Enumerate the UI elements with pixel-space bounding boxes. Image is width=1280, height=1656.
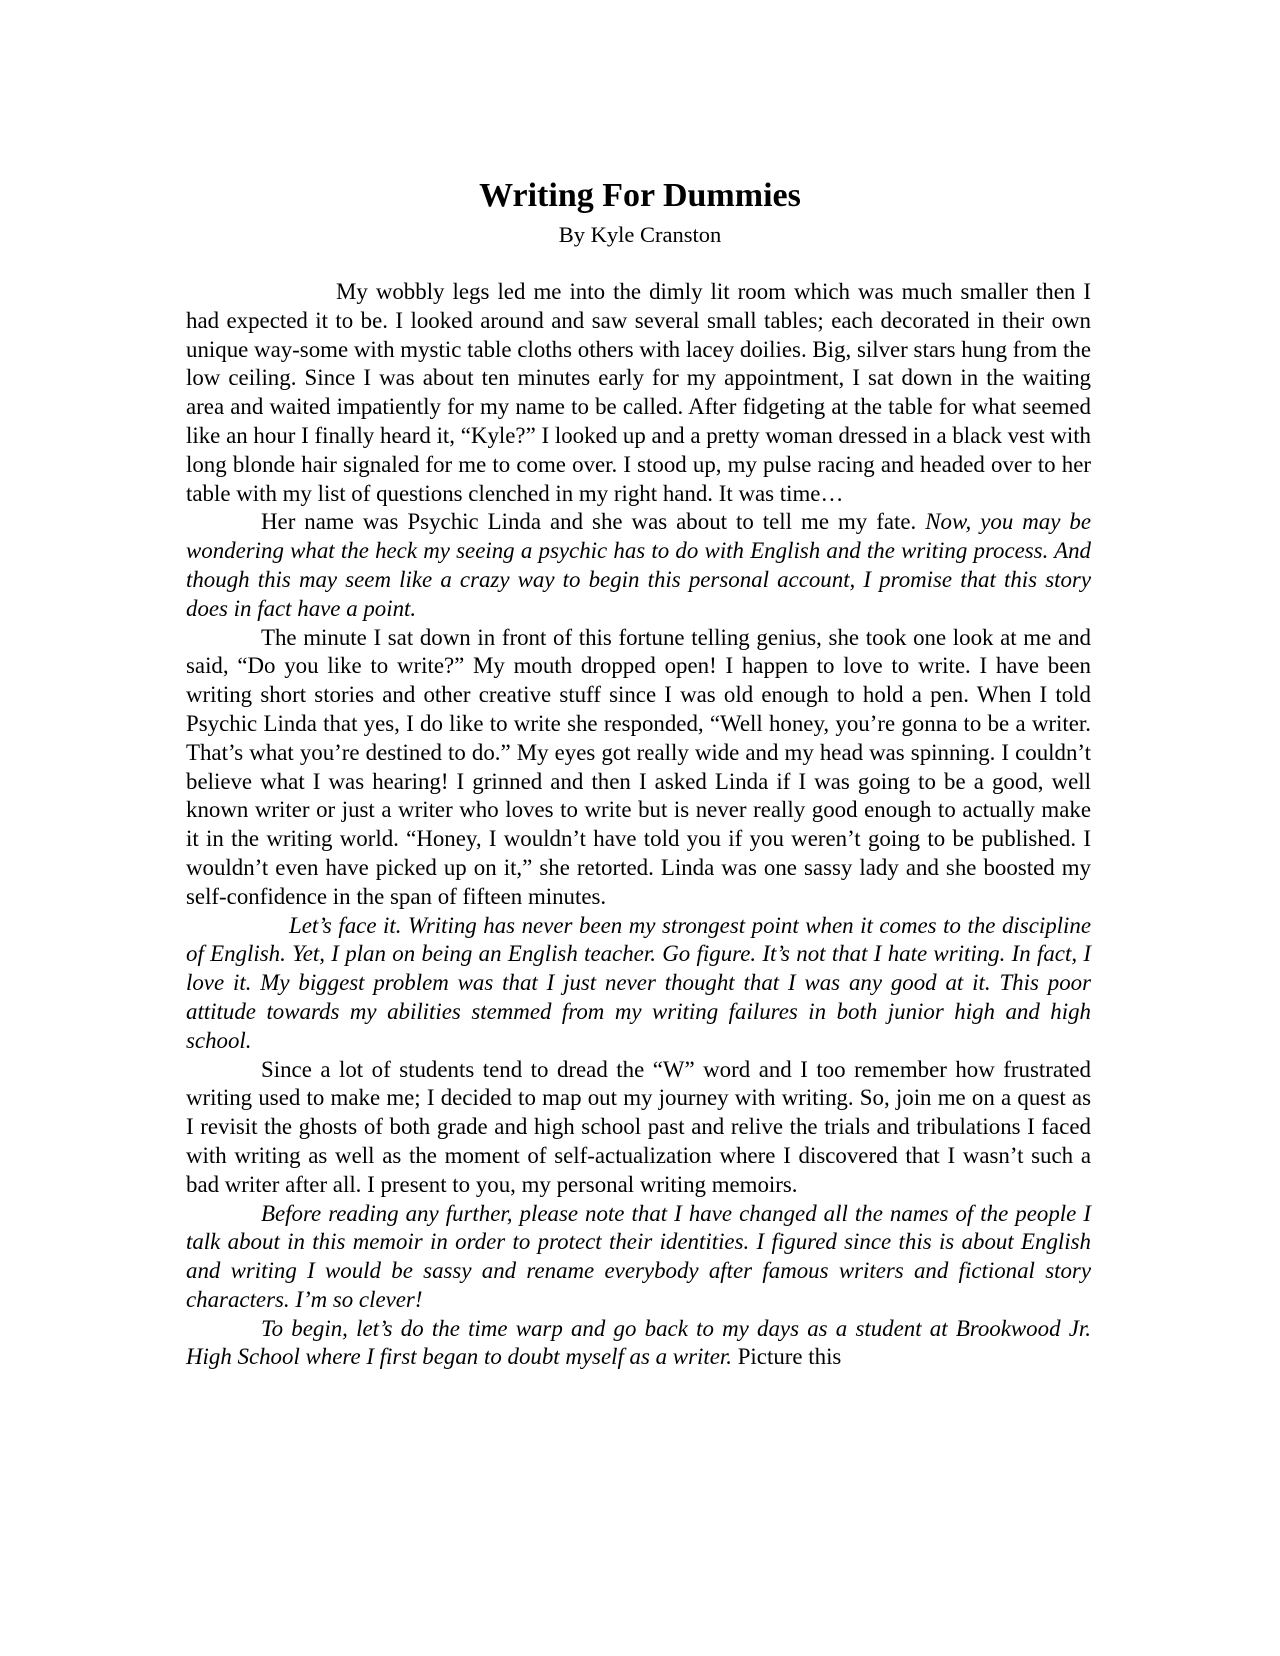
paragraph-5-text: Since a lot of students tend to dread the “W” word and I too remember how frustrated writing used to make me; I decided to map out my journey with writing. So, join me on a quest as I revisit the ghosts of both grade and high school past and relive the trials and tribulations I faced with writing as well as the moment of self-actualization where I discovered that I wasn’t such a bad writer after all. I present to you, my personal writing memoirs. (186, 1056, 1091, 1197)
paragraph-2-text: Her name was Psychic Linda and she was about to tell me my fate. (261, 509, 917, 535)
paragraph-7-text: Picture this (737, 1344, 842, 1370)
document-title: Writing For Dummies (479, 177, 801, 214)
paragraph-3-text: The minute I sat down in front of this fortune telling genius, she took one look at me and said, “Do you like to write?” My mouth dropped open! I happen to love to write. I have been writing short stories and other creative stuff since I was old enough to hold a pen. When I told Psychic Linda that yes, I do like to write she responded, “Well honey, you’re gonna to be a writer. That’s what you’re destined to do.” My eyes got really wide and my head was spinning. I couldn’t believe what I was hearing! I grinned and then I asked Linda if I was going to be a good, well known writer or just a writer who loves to write but is never really good enough to actually make it in the writing world. “Honey, I wouldn’t have told you if you weren’t going to be published. I wouldn’t even have picked up on it,” she retorted. Linda was one sassy lady and she boosted my self-confidence in the span of fifteen minutes. (186, 624, 1091, 909)
paragraph-4-italic: Let’s face it. Writing has never been my strongest point when it comes to the discipline of English. Yet, I plan on being an English teacher. Go figure. It’s not that I hate writing. In fact, I love it. My biggest problem was that I just never thought that I was any good at it. This poor attitude towards my abilities stemmed from my writing failures in both junior high and high school. (186, 912, 1091, 1053)
document-body (186, 278, 1091, 1372)
paragraph-4 (186, 912, 1091, 1056)
paragraph-2 (186, 508, 1091, 623)
paragraph-1-text: My wobbly legs led me into the dimly lit room which was much smaller then I had expected it to be. I looked around and saw several small tables; each decorated in their own unique way-some with mystic table cloths others with lacey doilies. Big, silver stars hung from the low ceiling. Since I was about ten minutes early for my appointment, I sat down in the waiting area and waited impatiently for my name to be called. After fidgeting at the table for what seemed like an hour I finally heard it, “Kyle?” I looked up and a pretty woman dressed in a black vest with long blonde hair signaled for me to come over. I stood up, my pulse racing and headed over to her table with my list of questions clenched in my right hand. It was time… (186, 279, 1091, 506)
paragraph-5 (186, 1056, 1091, 1200)
paragraph-6 (186, 1200, 1091, 1315)
paragraph-2-italic: Now, you may be wondering what the heck my seeing a psychic has to do with English and the writing process. And though this may seem like a crazy way to begin this personal account, I promise that this story does in fact have a point. (186, 509, 1091, 621)
paragraph-7-italic: To begin, let’s do the time warp and go back to my days as a student at Brookwood Jr. High School where I first began to doubt myself as a writer. (186, 1315, 1091, 1370)
document-byline: By Kyle Cranston (558, 222, 722, 247)
paragraph-3 (186, 624, 1091, 912)
paragraph-7 (186, 1315, 1091, 1373)
paragraph-6-italic: Before reading any further, please note that I have changed all the names of the people I talk about in this memoir in order to protect their identities. I figured since this is about English and writing I would be sassy and rename everybody after famous writers and fictional story characters. I’m so clever! (186, 1200, 1091, 1312)
paragraph-1 (186, 278, 1091, 508)
